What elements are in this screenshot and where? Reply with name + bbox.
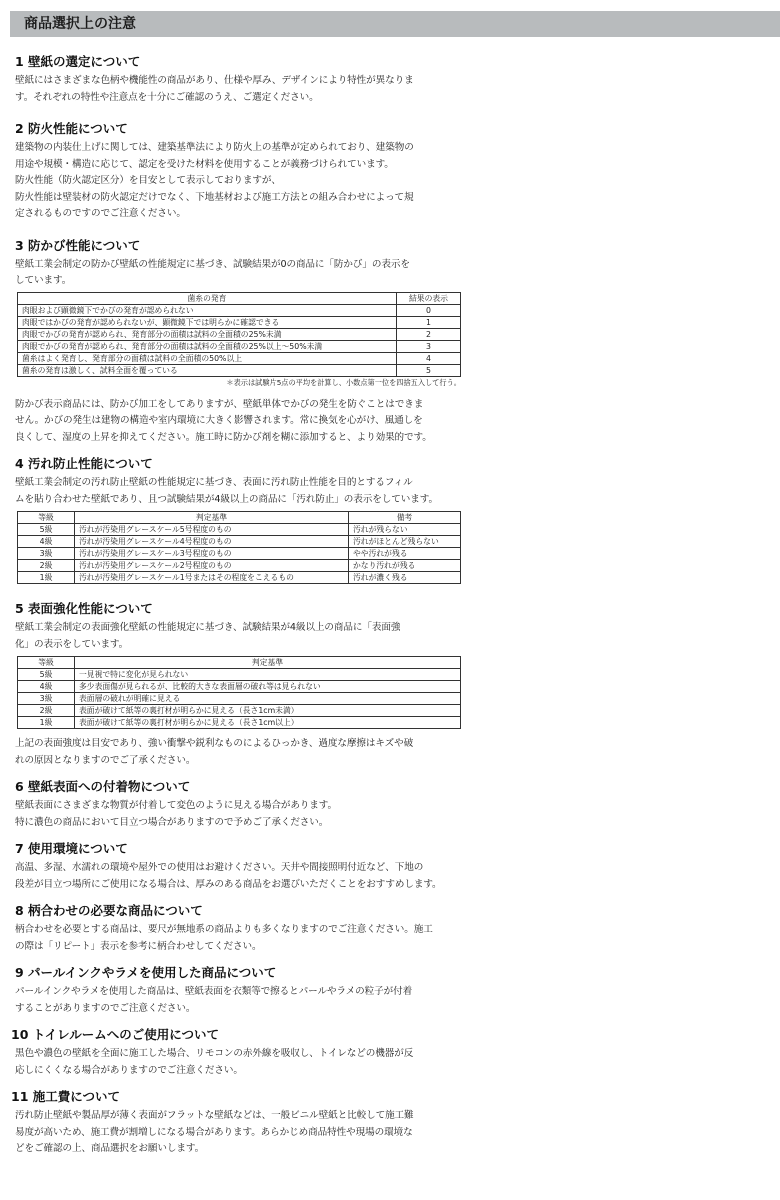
table-cell: 菌糸はよく発育し、発育部分の面積は試料の全面積の50%以上 [18, 352, 397, 364]
body-line: 応しにくくなる場合がありますのでご注意ください。 [15, 1064, 243, 1076]
section-pearl-lame [15, 965, 463, 1017]
table-cell: 3 [397, 340, 461, 352]
table-cell: 汚れが濃く残る [349, 572, 461, 584]
section-body [15, 922, 463, 955]
section-usage-environment [15, 841, 463, 893]
table-cell: 菌糸の発育は激しく、試料全面を覆っている [18, 364, 397, 376]
body-line: 黒色や濃色の壁紙を全面に施工した場合、リモコンの赤外線を吸収し、トイレなどの機器が反 [15, 1048, 414, 1059]
section-body [15, 620, 463, 653]
table-cell: 3級 [18, 693, 75, 705]
body-line: 壁紙表面にさまざまな物質が付着して変色のように見える場合があります。 [15, 800, 338, 811]
section-pattern-matching [15, 903, 463, 955]
section-title: 4 汚れ防止性能について [15, 456, 153, 471]
table-cell: 肉眼ではかびの発育が認められないが、顕微鏡下では明らかに確認できる [18, 316, 397, 328]
table-cell: 表面が破けて紙等の裏打材が明らかに見える（長さ1cm以上） [75, 717, 461, 729]
section-title: 10 トイレルームへのご使用について [11, 1027, 220, 1042]
body-line: どをご確認の上、商品選択をお願いします。 [15, 1143, 205, 1154]
table-row [18, 364, 461, 376]
body-line: 防火性能は壁装材の防火認定だけでなく、下地基材および施工方法との組み合わせによって規 [15, 191, 414, 203]
section-body [15, 73, 463, 106]
section-body [15, 798, 463, 831]
table-header: 判定基準 [75, 657, 461, 669]
body-line: 汚れ防止壁紙や製品厚が薄く表面がフラットな壁紙などは、一般ビニル壁紙と比較して施工難 [15, 1110, 414, 1121]
section-body [15, 1108, 463, 1158]
section-wallpaper-selection [15, 54, 463, 106]
body-line: 壁紙工業会制定の防かび壁紙の性能規定に基づき、試験結果が0の商品に「防かび」の表示を [15, 258, 410, 270]
section-fire-resistance [15, 121, 463, 223]
body-line: せん。かびの発生は建物の構造や室内環境に大きく影響されます。常に換気を心がけ、風通しを [15, 415, 423, 426]
header-bar [10, 11, 780, 37]
body-line: 易度が高いため、施工費が割増しになる場合があります。あらかじめ商品特性や現場の環境な [15, 1126, 413, 1138]
section-title: 9 パールインクやラメを使用した商品について [15, 965, 277, 980]
table-row [18, 681, 461, 693]
body-line: 段差が目立つ場所にご使用になる場合は、厚みのある商品をお選びいただくことをおすすめします。 [15, 878, 442, 890]
section-surface-strength [15, 601, 463, 769]
table-cell: 3級 [18, 548, 75, 560]
notice-content [11, 54, 463, 1158]
section-stain-resistance [15, 456, 463, 584]
section-toilet-room [11, 1027, 463, 1079]
section-title: 5 表面強化性能について [15, 601, 153, 616]
table-row [18, 572, 461, 584]
section-surface-deposits [15, 779, 463, 831]
table-row [18, 693, 461, 705]
table-cell: 4 [397, 352, 461, 364]
table-cell: 汚れが汚染用グレースケール4号程度のもの [75, 536, 349, 548]
table-cell: 多少表面傷が見られるが、比較的大きな表面層の破れ等は見られない [75, 681, 461, 693]
body-line: 定されるものですのでご注意ください。 [15, 208, 186, 219]
body-line: 良くして、湿度の上昇を抑えてください。施工時に防かび剤を糊に添加すると、より効果的です。 [15, 431, 432, 443]
table-cell: かなり汚れが残る [349, 560, 461, 572]
table-row [18, 717, 461, 729]
body-line: 建築物の内装仕上げに関しては、建築基準法により防火上の基準が定められており、建築物の [15, 142, 414, 153]
table-row [18, 560, 461, 572]
table-row [18, 340, 461, 352]
table-cell: 汚れがほとんど残らない [349, 536, 461, 548]
section-title: 7 使用環境について [15, 841, 128, 856]
table-header: 判定基準 [75, 512, 349, 524]
section-body-after [15, 736, 463, 769]
table-cell: 汚れが残らない [349, 524, 461, 536]
section-body [15, 475, 463, 508]
table-cell: 汚れが汚染用グレースケール5号程度のもの [75, 524, 349, 536]
table-cell: 一見視で特に変化が見られない [75, 669, 461, 681]
table-cell: 4級 [18, 536, 75, 548]
table-cell: 肉眼でかびの発育が認められ、発育部分の面積は試料の全面積の25%以上～50%未満 [18, 340, 397, 352]
body-line: 用途や規模・構造に応じて、認定を受けた材料を使用することが義務づけられています。 [15, 158, 394, 170]
table-cell: 5級 [18, 669, 75, 681]
table-cell: やや汚れが残る [349, 548, 461, 560]
section-title: 6 壁紙表面への付着物について [15, 779, 191, 794]
section-installation-cost [11, 1089, 463, 1158]
body-line: れの原因となりますのでご了承ください。 [15, 754, 196, 766]
section-body [15, 140, 463, 223]
section-title: 1 壁紙の選定について [15, 54, 141, 69]
section-body [15, 984, 463, 1017]
table-cell: 表面が破けて紙等の裏打材が明らかに見える（長さ1cm未満） [75, 705, 461, 717]
section-title: 11 施工費について [11, 1089, 120, 1104]
table-cell: 表面層の破れが明確に見える [75, 693, 461, 705]
table-row [18, 316, 461, 328]
body-line: 防かび表示商品には、防かび加工をしてありますが、壁紙単体でかびの発生を防ぐことはできま [15, 398, 424, 410]
table-cell: 2級 [18, 705, 75, 717]
page-title: 商品選択上の注意 [24, 16, 136, 32]
table-row [18, 524, 461, 536]
body-line: 壁紙にはさまざまな色柄や機能性の商品があり、仕様や厚み、デザインにより特性が異なりま [15, 75, 414, 86]
section-body [15, 860, 463, 893]
stain-table [17, 511, 461, 584]
body-line: パールインクやラメを使用した商品は、壁紙表面を衣類等で擦るとパールやラメの粒子が付着 [15, 986, 413, 997]
body-line: の際は「リピート」表示を参考に柄合わせしてください。 [15, 940, 262, 952]
table-cell: 1級 [18, 572, 75, 584]
table-cell: 肉眼でかびの発育が認められ、発育部分の面積は試料の全面積の25%未満 [18, 328, 397, 340]
mold-table [17, 292, 461, 377]
body-line: しています。 [15, 275, 72, 286]
table-header: 等級 [18, 512, 75, 524]
section-body [15, 257, 463, 290]
table-header: 結果の表示 [397, 292, 461, 304]
table-cell: 5 [397, 364, 461, 376]
body-line: 上記の表面強度は目安であり、強い衝撃や鋭利なものによるひっかき、過度な摩擦はキズや破 [15, 738, 414, 749]
section-body-after [15, 397, 463, 447]
table-row [18, 304, 461, 316]
table-row [18, 705, 461, 717]
table-cell: 5級 [18, 524, 75, 536]
table-row [18, 548, 461, 560]
body-line: 壁紙工業会制定の表面強化壁紙の性能規定に基づき、試験結果が4級以上の商品に「表面強 [15, 622, 401, 633]
table-row [18, 536, 461, 548]
body-line: 化」の表示をしています。 [15, 638, 129, 650]
section-title: 8 柄合わせの必要な商品について [15, 903, 203, 918]
table-cell: 4級 [18, 681, 75, 693]
section-title: 2 防火性能について [15, 121, 128, 136]
table-row [18, 352, 461, 364]
table-row [18, 328, 461, 340]
body-line: 壁紙工業会制定の汚れ防止壁紙の性能規定に基づき、表面に汚れ防止性能を目的とするフィル [15, 477, 413, 488]
section-body [15, 1046, 463, 1079]
body-line: 高温、多湿、水濡れの環境や屋外での使用はお避けください。天井や間接照明付近など、下地の [15, 862, 424, 873]
table-cell: 0 [397, 304, 461, 316]
body-line: ムを貼り合わせた壁紙であり、且つ試験結果が4級以上の商品に「汚れ防止」の表示をしています。 [15, 493, 438, 505]
table-header: 菌糸の発育 [18, 292, 397, 304]
table-cell: 汚れが汚染用グレースケール1号またはその程度をこえるもの [75, 572, 349, 584]
table-footnote: ＊表示は試験片5点の平均を計算し、小数点第一位を四捨五入して行う。 [226, 377, 461, 387]
table-cell: 1 [397, 316, 461, 328]
body-line: 特に濃色の商品において目立つ場合がありますので予めご了承ください。 [15, 816, 329, 828]
body-line: 柄合わせを必要とする商品は、要尺が無地系の商品よりも多くなりますのでご注意ください。施工 [15, 924, 433, 935]
table-cell: 汚れが汚染用グレースケール3号程度のもの [75, 548, 349, 560]
table-header: 備考 [349, 512, 461, 524]
body-line: することがありますのでご注意ください。 [15, 1002, 196, 1014]
table-cell: 汚れが汚染用グレースケール2号程度のもの [75, 560, 349, 572]
table-cell: 2級 [18, 560, 75, 572]
table-row [18, 669, 461, 681]
table-cell: 1級 [18, 717, 75, 729]
section-mold-resistance [15, 238, 463, 447]
body-line: 防火性能（防火認定区分）を目安として表示しておりますが、 [15, 175, 281, 186]
table-header: 等級 [18, 657, 75, 669]
body-line: す。それぞれの特性や注意点を十分にご確認のうえ、ご選定ください。 [15, 91, 319, 103]
table-cell: 肉眼および顕微鏡下でかびの発育が認められない [18, 304, 397, 316]
surface-table [17, 656, 461, 729]
section-title: 3 防かび性能について [15, 237, 141, 253]
table-cell: 2 [397, 328, 461, 340]
